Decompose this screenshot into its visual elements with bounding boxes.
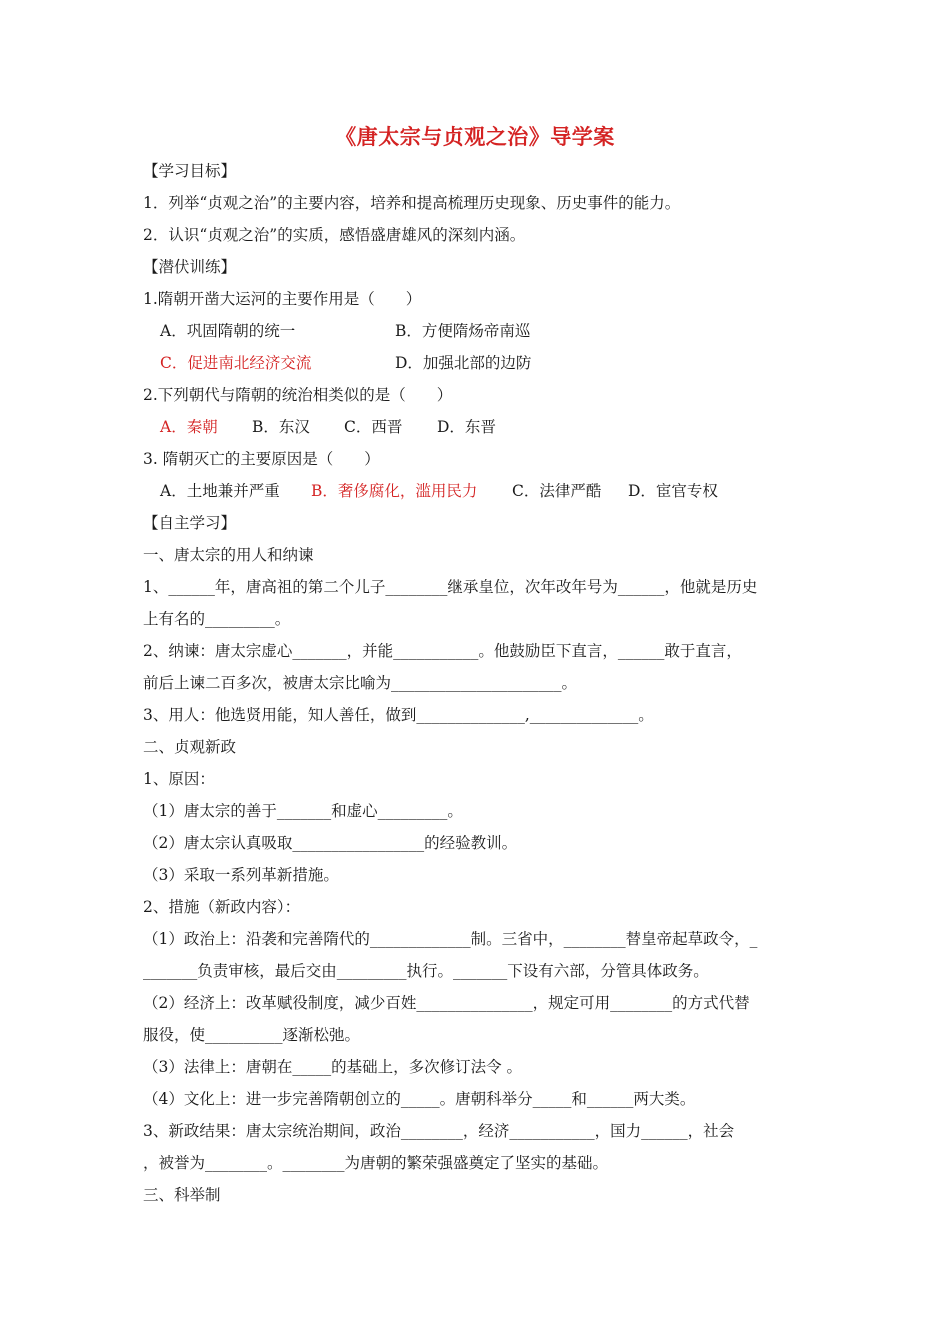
reason-3: （3）采取一系列革新措施。 (143, 866, 339, 884)
q3-option-d: D．宦官专权 (628, 482, 718, 500)
q2-option-c: C．西晋 (344, 418, 403, 436)
part-3-heading: 三、科举制 (143, 1186, 221, 1204)
result-line-b: ，被誉为________。________为唐朝的繁荣强盛奠定了坚实的基础。 (143, 1154, 609, 1172)
q3-option-b-answer: B．奢侈腐化，滥用民力 (311, 482, 478, 500)
goal-2: 2．认识“贞观之治”的实质，感悟盛唐雄风的深刻内涵。 (143, 226, 526, 244)
part-1-heading: 一、唐太宗的用人和纳谏 (143, 546, 314, 564)
reason-2: （2）唐太宗认真吸取_________________的经验教训。 (143, 834, 518, 852)
q1-option-b: B．方便隋炀帝南巡 (395, 322, 531, 340)
q2-option-a-answer: A．秦朝 (160, 418, 218, 436)
measure-2-line-a: （2）经济上：改革赋役制度，减少百姓_______________，规定可用________的方式代替 (143, 994, 750, 1012)
self-study-header: 【自主学习】 (143, 514, 237, 532)
part1-line-1: 1、______年，唐高祖的第二个儿子________继承皇位，次年改年号为______，他就是历史 (143, 578, 758, 596)
measure-1-line-b: _______负责审核，最后交由_________执行。_______下设有六部，分管具体政务。 (143, 962, 709, 980)
q1-option-c-answer: C．促进南北经济交流 (160, 354, 312, 372)
result-line-a: 3、新政结果：唐太宗统治期间，政治________，经济___________，国力______，社会 (143, 1122, 735, 1140)
training-header: 【潜伏训练】 (143, 258, 237, 276)
question-2: 2.下列朝代与隋朝的统治相类似的是（ ） (143, 386, 453, 404)
question-3: 3. 隋朝灭亡的主要原因是（ ） (143, 450, 380, 468)
goals-header: 【学习目标】 (143, 162, 237, 180)
part1-line-5: 3、用人：他选贤用能，知人善任，做到______________,______________。 (143, 706, 654, 724)
q3-option-c: C．法律严酷 (512, 482, 602, 500)
reason-1: （1）唐太宗的善于_______和虚心_________。 (143, 802, 463, 820)
part1-line-4: 前后上谏二百多次，被唐太宗比喻为______________________。 (143, 674, 578, 692)
measure-3: （3）法律上：唐朝在_____的基础上，多次修订法令 。 (143, 1058, 523, 1076)
question-1: 1.隋朝开凿大运河的主要作用是（ ） (143, 290, 422, 308)
measures-heading: 2、措施（新政内容）： (143, 898, 301, 916)
q2-option-b: B．东汉 (252, 418, 310, 436)
part-2-heading: 二、贞观新政 (143, 738, 237, 756)
measure-2-line-b: 服役，使__________逐渐松弛。 (143, 1026, 361, 1044)
q1-option-a: A．巩固隋朝的统一 (160, 322, 296, 340)
measure-4: （4）文化上：进一步完善隋朝创立的_____。唐朝科举分_____和______两大类。 (143, 1090, 696, 1108)
goal-1: 1．列举“贞观之治”的主要内容，培养和提高梳理历史现象、历史事件的能力。 (143, 194, 681, 212)
part1-line-3: 2、纳谏：唐太宗虚心_______，并能___________。他鼓励臣下直言，______敢于直言， (143, 642, 742, 660)
part1-line-2: 上有名的_________。 (143, 610, 291, 628)
page-title: 《唐太宗与贞观之治》导学案 (335, 125, 615, 149)
q1-option-d: D．加强北部的边防 (395, 354, 532, 372)
q2-option-d: D．东晋 (437, 418, 496, 436)
reason-heading: 1、原因： (143, 770, 215, 788)
measure-1-line-a: （1）政治上：沿袭和完善隋代的_____________制。三省中，________替皇帝起草政令，_ (143, 930, 758, 948)
q3-option-a: A．土地兼并严重 (160, 482, 280, 500)
